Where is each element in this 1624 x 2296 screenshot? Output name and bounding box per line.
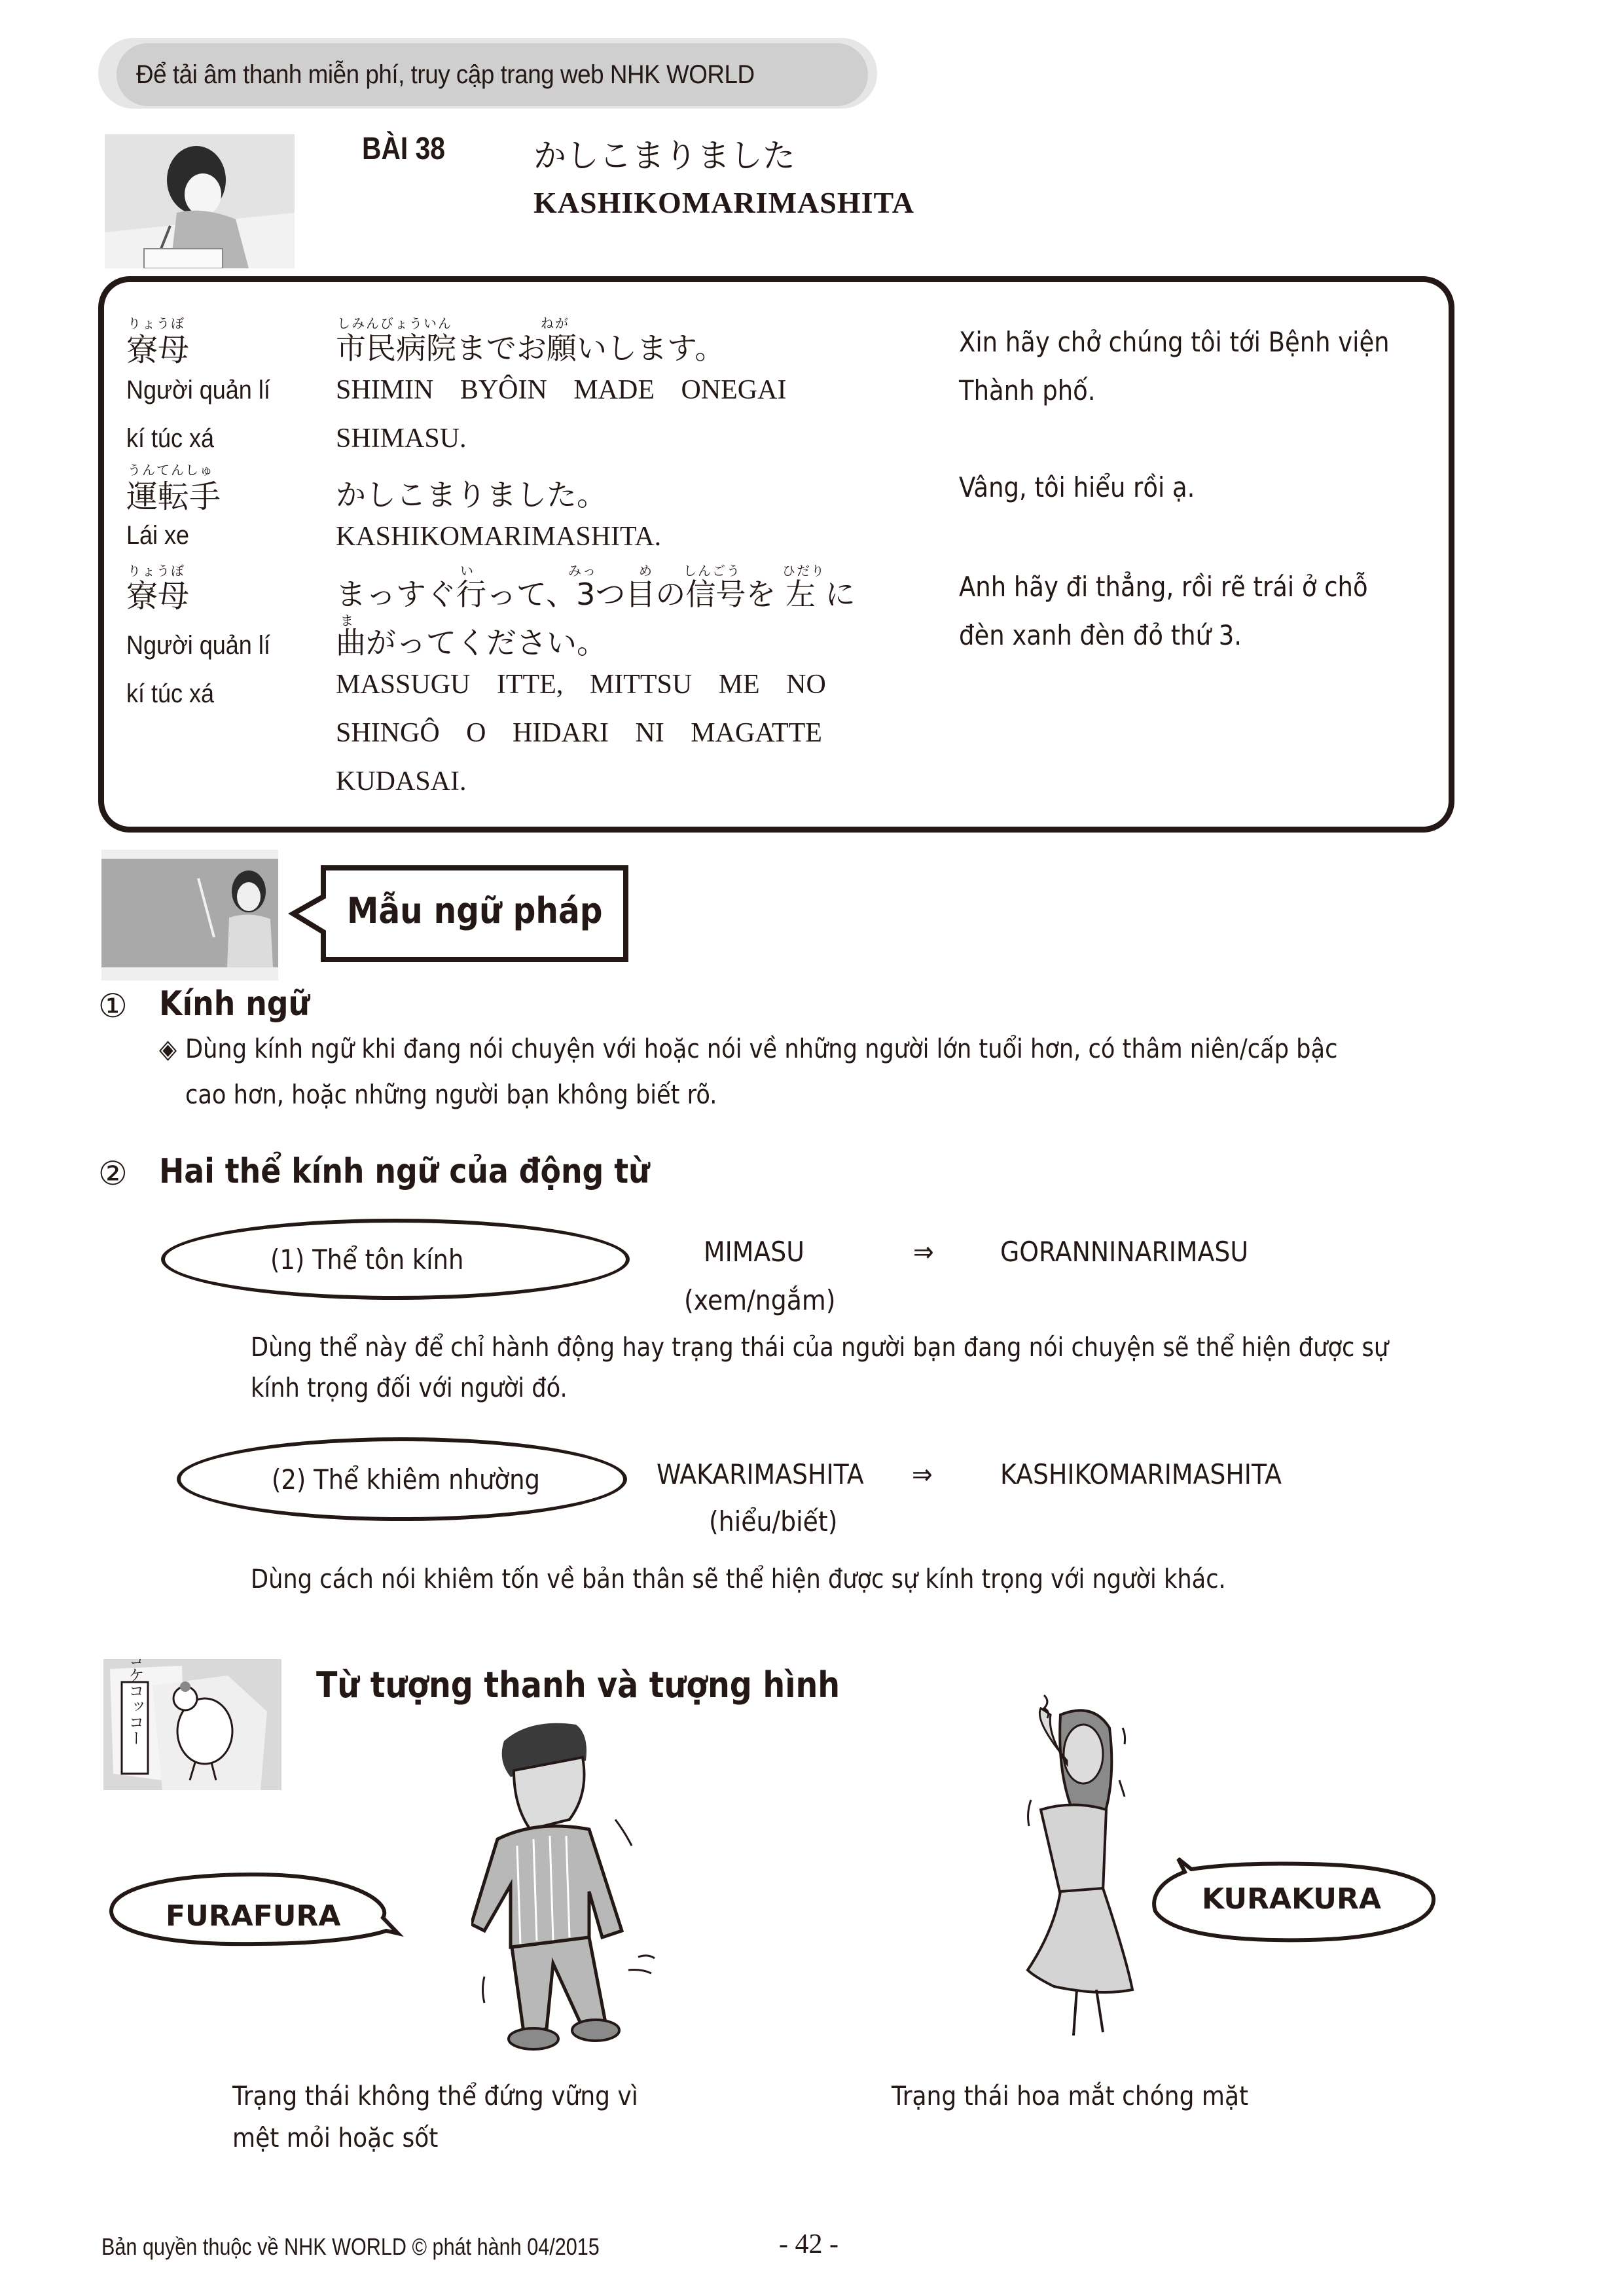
verb-humble: KASHIKOMARIMASHITA <box>1000 1458 1282 1490</box>
form-label: (2) Thể khiêm nhường <box>272 1463 540 1496</box>
dialog-romaji: SHINGÔ O HIDARI NI MAGATTE <box>336 718 822 748</box>
speaker-kanji: 寮母 <box>126 578 190 615</box>
speaker-ruby: うんてんしゅ <box>128 462 214 478</box>
lesson-number: BÀI 38 <box>362 132 445 166</box>
speaker-kanji: 運転手 <box>126 478 221 515</box>
dialog-translation: Xin hãy chở chúng tôi tới Bệnh viện <box>959 326 1390 358</box>
form-description: Dùng cách nói khiêm tốn về bản thân sẽ thể hiện được sự kính trọng với người khác. <box>251 1564 1226 1594</box>
dialog-romaji: KASHIKOMARIMASHITA. <box>336 522 662 552</box>
speaker-ruby: りょうぼ <box>128 315 185 331</box>
dialog-translation: đèn xanh đèn đỏ thứ 3. <box>959 619 1242 651</box>
dialog-japanese: 曲がってください。 <box>336 625 607 660</box>
onomatopoeia-caption: Trạng thái không thể đứng vững vì <box>232 2081 638 2111</box>
grammar-heading: Mẫu ngữ pháp <box>347 890 603 931</box>
section-number: ① <box>98 987 128 1025</box>
verb-plain: WAKARIMASHITA <box>657 1458 864 1490</box>
arrow-icon: ⇒ <box>913 1236 934 1268</box>
onomatopoeia-word: FURAFURA <box>166 1899 341 1933</box>
teacher-pointer-icon <box>101 859 278 967</box>
dialog-romaji: SHIMASU. <box>336 423 467 454</box>
lesson-title-japanese: かしこまりました <box>533 137 795 175</box>
dialog-box <box>98 276 1454 833</box>
chicken-sound: コケコッコー <box>126 1659 144 1746</box>
dialog-romaji: KUDASAI. <box>336 766 467 797</box>
jp-ruby: ねが <box>541 315 569 331</box>
form-label: (1) Thể tôn kính <box>270 1244 464 1276</box>
speaker-name: Lái xe <box>126 521 190 550</box>
dialog-japanese: 市民病院までお願いします。 <box>336 331 725 366</box>
dialog-translation: Anh hãy đi thẳng, rồi rẽ trái ở chỗ <box>959 571 1368 603</box>
rooster-icon <box>103 1659 281 1790</box>
dialog-translation: Thành phố. <box>959 374 1096 406</box>
speaker-kanji: 寮母 <box>126 332 190 368</box>
lesson-title-romaji: KASHIKOMARIMASHITA <box>533 186 914 219</box>
jp-ruby: め <box>639 563 653 579</box>
arrow-icon: ⇒ <box>912 1458 933 1490</box>
dizzy-man-illustration <box>471 1715 668 2055</box>
jp-ruby: ま <box>340 613 355 628</box>
section-body: Dùng kính ngữ khi đang nói chuyện với hoặc nói về những người lớn tuổi hơn, có thâm niên/cấp bậc <box>185 1034 1338 1064</box>
jp-ruby: ひだり <box>782 563 825 579</box>
dialog-translation: Vâng, tôi hiểu rồi ạ. <box>959 471 1195 503</box>
section-number: ② <box>98 1155 128 1193</box>
speaker-ruby: りょうぼ <box>128 563 185 579</box>
form-description: Dùng thể này để chỉ hành động hay trạng thái của người bạn đang nói chuyện sẽ thể hiện được sự <box>251 1333 1389 1363</box>
speaker-name: kí túc xá <box>126 679 215 708</box>
speaker-name: Người quản lí <box>126 376 270 404</box>
section-body: cao hơn, hoặc những người bạn không biết rõ. <box>185 1080 717 1110</box>
speaker-name: Người quản lí <box>126 631 270 660</box>
section-title: Hai thể kính ngữ của động từ <box>159 1152 650 1191</box>
teacher-illustration <box>101 850 278 980</box>
jp-ruby: みっ <box>568 563 597 579</box>
jp-ruby: しみんびょういん <box>337 315 452 331</box>
dialog-japanese: まっすぐ行って、3つ目の信号を 左 に <box>336 577 856 612</box>
onomatopoeia-title: Từ tượng thanh và tượng hình <box>316 1664 840 1706</box>
student-writing-icon <box>105 134 295 268</box>
dialog-romaji: SHIMIN BYÔIN MADE ONEGAI <box>336 375 787 405</box>
speaker-name: kí túc xá <box>126 424 215 453</box>
verb-honorific: GORANNINARIMASU <box>1000 1236 1249 1268</box>
form-description: kính trọng đối với người đó. <box>251 1373 568 1403</box>
bullet-diamond-icon: ◈ <box>159 1034 177 1064</box>
verb-meaning: (xem/ngắm) <box>684 1284 836 1316</box>
chicken-illustration <box>103 1659 281 1790</box>
jp-ruby: い <box>460 563 475 579</box>
verb-plain: MIMASU <box>704 1236 804 1268</box>
dialog-japanese: かしこまりました。 <box>336 477 607 512</box>
verb-meaning: (hiểu/biết) <box>709 1505 838 1537</box>
dizzy-woman-illustration <box>969 1682 1165 2049</box>
onomatopoeia-word: KURAKURA <box>1202 1882 1381 1916</box>
banner-text: Để tải âm thanh miễn phí, truy cập trang web NHK WORLD <box>136 60 755 89</box>
student-illustration <box>105 134 295 268</box>
onomatopoeia-caption: Trạng thái hoa mắt chóng mặt <box>892 2081 1249 2111</box>
page-number: - 42 - <box>779 2229 839 2259</box>
jp-ruby: しんごう <box>683 563 741 579</box>
footer-copyright: Bản quyền thuộc về NHK WORLD © phát hành 04/2015 <box>101 2233 600 2260</box>
dialog-romaji: MASSUGU ITTE, MITTSU ME NO <box>336 670 826 700</box>
section-title: Kính ngữ <box>159 984 310 1024</box>
onomatopoeia-caption: mệt mỏi hoặc sốt <box>232 2123 439 2153</box>
